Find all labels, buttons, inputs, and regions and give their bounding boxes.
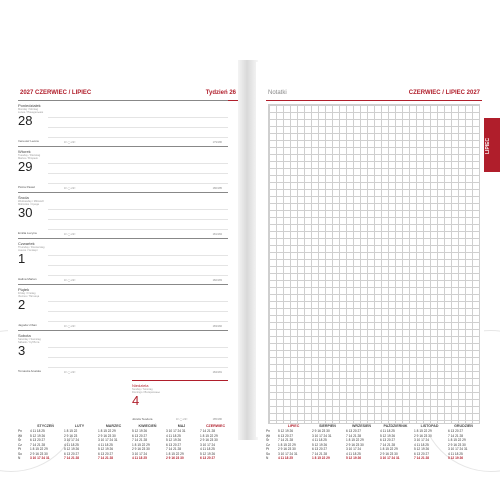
day-translation: Miércoles / Среда — [18, 203, 39, 206]
mini-month-row: 2 9 16 23 30 — [200, 438, 218, 442]
title-rule — [266, 100, 482, 101]
sunrise-sunset: 4ᵐ ◯ 21ᵐ — [64, 325, 76, 328]
mini-month-row: 7 14 21 28 — [380, 442, 396, 447]
day-name: Piątek — [18, 287, 30, 292]
sunrise-sunset: 4ᵐ ◯ 21ᵐ — [64, 141, 76, 144]
writing-line — [48, 321, 228, 322]
mini-month-row: 6 13 20 27 — [346, 429, 362, 433]
sunrise-sunset: 4ᵐ ◯ 21ᵐ — [176, 418, 188, 421]
mini-month — [346, 424, 377, 461]
mini-month-row: 2 9 16 23 30 — [278, 447, 296, 451]
day-of-year: 180/185 — [212, 187, 222, 190]
mini-month-row: 2 9 16 23 30 — [30, 451, 48, 456]
day-translation: Thursday / Donnerstag — [18, 246, 45, 249]
mini-month-row: 3 10 17 24 31 — [380, 456, 400, 460]
mini-month-row: 5 12 19 26 — [64, 447, 80, 451]
page-title: CZERWIEC / LIPIEC 2027 — [408, 90, 480, 96]
day-block[interactable] — [18, 238, 228, 285]
weekday-label: N — [266, 456, 269, 460]
nameday: Jagoda Urban — [18, 323, 37, 327]
mini-month-row: 5 12 19 26 — [30, 433, 46, 438]
mini-month-name: KWIECIEŃ — [138, 424, 157, 428]
writing-line — [48, 183, 228, 184]
nameday: Emilia Lucyna — [18, 231, 37, 235]
notes-grid[interactable] — [268, 104, 480, 424]
mini-month-row: 1 8 15 22 29 — [346, 438, 364, 442]
mini-month-row: 7 14 21 28 — [414, 456, 430, 460]
writing-line — [48, 301, 228, 302]
mini-month — [98, 424, 129, 461]
mini-month-row: 2 9 16 23 30 — [346, 442, 364, 447]
day-number: 29 — [18, 159, 33, 174]
day-translation: Saturday / Samstag — [18, 338, 41, 341]
day-block[interactable] — [18, 146, 228, 193]
nameday: Ireneusz Leona — [18, 139, 39, 143]
writing-line — [48, 209, 228, 210]
right-page — [256, 62, 484, 460]
mini-month — [380, 424, 411, 461]
mini-month-row: 5 12 19 26 — [200, 451, 216, 456]
nameday: Józefa Teodora — [132, 417, 153, 421]
day-number: 1 — [18, 251, 26, 266]
mini-month-row: 3 10 17 24 — [64, 438, 80, 442]
mini-month-name: LISTOPAD — [420, 424, 439, 428]
mini-month-row: 5 12 19 26 — [166, 438, 182, 442]
mini-month-row: 3 10 17 24 — [200, 442, 216, 447]
mini-month — [278, 424, 309, 461]
weekday-label: Śr — [18, 438, 22, 442]
mini-month — [448, 424, 479, 461]
day-translation: Tuesday / Dienstag — [18, 154, 41, 157]
day-translation: Martes / Вторник — [18, 157, 38, 160]
day-block-sunday[interactable] — [132, 380, 228, 425]
day-translation: Viernes / Пятница — [18, 295, 40, 298]
mini-month-row: 2 9 16 23 — [64, 433, 78, 438]
mini-month-row: 5 12 19 26 — [132, 429, 148, 433]
mini-month-row: 6 13 20 27 — [30, 438, 46, 442]
day-number: 28 — [18, 113, 33, 128]
day-of-year: 185/180 — [212, 418, 222, 421]
mini-month-row: 2 9 16 23 30 — [166, 456, 184, 460]
nameday: Tomasza Anatola — [18, 369, 41, 373]
weekday-label: Cz — [18, 442, 22, 447]
mini-month-row: 4 11 18 25 — [448, 451, 463, 456]
weekday-label: Pn — [266, 429, 270, 433]
weekday-labels — [18, 429, 22, 461]
mini-month-row: 3 10 17 24 — [346, 447, 362, 451]
mini-month-name: PAŹDZIERNIK — [383, 424, 408, 428]
mini-month-row: 5 12 19 26 — [312, 442, 328, 447]
writing-line — [48, 163, 228, 164]
day-of-year: 181/184 — [212, 233, 222, 236]
day-block[interactable] — [18, 100, 228, 147]
mini-month-row: 7 14 21 28 — [166, 447, 182, 451]
day-name: Niedziela — [132, 383, 149, 388]
day-number: 4 — [132, 393, 140, 408]
mini-month-row: 3 10 17 24 — [132, 451, 148, 456]
mini-month-row: 7 14 21 28 — [448, 433, 464, 438]
mini-month-name: GRUDZIEŃ — [454, 424, 473, 428]
mini-month — [166, 424, 197, 461]
mini-month-row: 6 13 20 27 — [64, 451, 80, 456]
writing-line — [48, 265, 228, 266]
writing-line — [48, 229, 228, 230]
mini-month — [132, 424, 163, 461]
mini-month-row: 1 8 15 22 29 — [132, 442, 150, 447]
mini-month-row: 3 10 17 24 31 — [98, 438, 118, 442]
mini-month-row: 4 11 18 25 — [414, 442, 429, 447]
mini-month-row: 2 9 16 23 30 — [414, 433, 432, 438]
writing-line — [48, 127, 228, 128]
mini-month-name: SIERPIEŃ — [319, 424, 336, 428]
day-block[interactable] — [18, 330, 228, 377]
writing-line — [48, 219, 228, 220]
weekday-label: So — [18, 451, 22, 456]
mini-month-row: 1 8 15 22 29 — [414, 429, 432, 433]
day-name: Wtorek — [18, 149, 31, 154]
nameday: Halina Marian — [18, 277, 37, 281]
day-translation: Sábado / Суббота — [18, 341, 40, 344]
mini-month-row: 6 13 20 27 — [278, 433, 294, 438]
day-translation: Friday / Freitag — [18, 292, 36, 295]
day-translation: Domingo / Воскресенье — [132, 391, 160, 394]
mini-month-name: MAJ — [177, 424, 186, 428]
day-of-year: 179/186 — [212, 141, 222, 144]
mini-month-row: 4 11 18 25 — [166, 433, 181, 438]
writing-line — [48, 117, 228, 118]
mini-month-row: 2 9 16 23 30 — [98, 433, 116, 438]
day-translation: Lunes / Понедельник — [18, 111, 44, 114]
mini-month-name: MARZEC — [105, 424, 122, 428]
mini-month-row: 6 13 20 27 — [414, 451, 430, 456]
mini-month-row: 7 14 21 28 — [64, 456, 80, 460]
mini-month-name: STYCZEŃ — [37, 424, 54, 428]
mini-month-row: 5 12 19 26 — [346, 456, 362, 460]
left-page — [8, 62, 240, 460]
day-name: Środa — [18, 195, 29, 200]
mini-month-row: 7 14 21 28 — [346, 433, 362, 438]
page-title: 2027 CZERWIEC / LIPIEC — [20, 90, 92, 96]
writing-line — [48, 367, 228, 368]
mini-month-row: 3 10 17 24 — [414, 438, 430, 442]
mini-month-row: 6 13 20 27 — [132, 433, 148, 438]
mini-month — [200, 424, 231, 461]
mini-month-row: 1 8 15 22 29 — [448, 438, 466, 442]
mini-month-row: 2 9 16 23 30 — [380, 451, 398, 456]
mini-month-row: 2 9 16 23 30 — [312, 429, 330, 433]
mini-month-row: 1 8 15 22 29 — [200, 433, 218, 438]
writing-line — [48, 173, 228, 174]
mini-month-row: 1 8 15 22 29 — [278, 442, 296, 447]
day-name: Poniedziałek — [18, 103, 41, 108]
mini-month-row: 5 12 19 26 — [448, 456, 464, 460]
writing-line — [48, 255, 228, 256]
mini-month-row: 1 8 15 22 29 — [312, 456, 330, 460]
weekday-label: Wt — [18, 433, 22, 438]
book-spine — [238, 60, 258, 440]
mini-month-name: CZERWIEC — [205, 424, 226, 428]
weekday-label: So — [266, 451, 270, 456]
writing-line — [48, 357, 228, 358]
mini-month-row: 3 10 17 24 31 — [278, 451, 298, 456]
mini-month-row: 6 13 20 27 — [312, 447, 328, 451]
day-block[interactable] — [18, 192, 228, 239]
weekday-label: Pn — [18, 429, 22, 433]
day-number: 2 — [18, 297, 26, 312]
mini-month-name: LUTY — [74, 424, 85, 428]
mini-month-row: 4 11 18 25 — [98, 442, 113, 447]
mini-month-name: WRZESIEŃ — [352, 424, 371, 428]
mini-month-row: 5 12 19 26 — [414, 447, 430, 451]
mini-month-row: 5 12 19 26 — [380, 433, 396, 438]
day-translation: Sunday / Sonntag — [132, 388, 153, 391]
day-number: 3 — [18, 343, 26, 358]
sunrise-sunset: 4ᵐ ◯ 21ᵐ — [64, 279, 76, 282]
mini-month-name: LIPIEC — [287, 424, 300, 428]
mini-month-row: 3 10 17 24 31 — [166, 429, 186, 433]
mini-month-row: 7 14 21 28 — [312, 451, 328, 456]
nameday: Piotra Paweł — [18, 185, 35, 189]
weekday-label: Pt — [266, 447, 270, 451]
mini-month-row: 4 11 18 25 — [30, 429, 45, 433]
sunrise-sunset: 4ᵐ ◯ 21ᵐ — [64, 233, 76, 236]
mini-month-row: 1 8 15 22 29 — [98, 429, 116, 433]
mini-month — [64, 424, 95, 461]
mini-month-row: 7 14 21 28 — [30, 442, 46, 447]
mini-month-row: 5 12 19 26 — [98, 447, 114, 451]
mini-month-row: 3 10 17 24 31 — [30, 456, 50, 460]
writing-line — [48, 137, 228, 138]
mini-month-row: 7 14 21 28 — [200, 429, 216, 433]
mini-month-row: 6 13 20 27 — [380, 438, 396, 442]
writing-line — [48, 275, 228, 276]
day-name: Sobota — [18, 333, 31, 338]
mini-month-row: 7 14 21 28 — [132, 438, 148, 442]
mini-month-row: 4 11 18 25 — [278, 456, 293, 460]
week-number: Tydzień 26 — [205, 90, 236, 96]
month-tab[interactable] — [484, 118, 500, 172]
mini-month-row: 4 11 18 25 — [346, 451, 361, 456]
mini-month-row: 6 13 20 27 — [98, 451, 114, 456]
day-translation: Jueves / Четверг — [18, 249, 38, 252]
weekday-labels — [266, 429, 270, 461]
mini-month-row: 1 8 15 22 29 — [380, 447, 398, 451]
mini-month-row: 4 11 18 25 — [200, 447, 215, 451]
notes-label: Notatki — [268, 90, 287, 96]
weekday-label: Pt — [18, 447, 22, 451]
writing-line — [48, 347, 228, 348]
day-number: 30 — [18, 205, 33, 220]
mini-month-row: 3 10 17 24 31 — [312, 433, 332, 438]
mini-month-row: 7 14 21 28 — [278, 438, 294, 442]
weekday-label: Śr — [266, 438, 270, 442]
mini-month-row: 1 8 15 22 — [64, 429, 78, 433]
writing-line — [48, 311, 228, 312]
mini-month-row: 4 11 18 25 — [312, 438, 327, 442]
mini-month-row: 4 11 18 25 — [64, 442, 79, 447]
weekday-label: Wt — [266, 433, 270, 438]
mini-month-row: 1 8 15 22 29 — [30, 447, 48, 451]
day-of-year: 183/182 — [212, 325, 222, 328]
sunrise-sunset: 4ᵐ ◯ 21ᵐ — [64, 371, 76, 374]
mini-month-row: 4 11 18 25 — [132, 456, 147, 460]
day-of-year: 182/183 — [212, 279, 222, 282]
sunrise-sunset: 4ᵐ ◯ 21ᵐ — [64, 187, 76, 190]
mini-month-row: 1 8 15 22 29 — [166, 451, 184, 456]
mini-month-row: 6 13 20 27 — [448, 429, 464, 433]
mini-month — [30, 424, 61, 461]
day-name: Czwartek — [18, 241, 35, 246]
mini-month-row: 2 9 16 23 30 — [448, 442, 466, 447]
mini-month-row: 6 13 20 27 — [166, 442, 182, 447]
mini-month-row: 4 11 18 25 — [380, 429, 395, 433]
day-block[interactable] — [18, 284, 228, 331]
mini-month — [312, 424, 343, 461]
day-translation: Wednesday / Mittwoch — [18, 200, 45, 203]
mini-month-row: 3 10 17 24 31 — [448, 447, 468, 451]
day-translation: Monday / Montag — [18, 108, 39, 111]
weekday-label: Cz — [266, 442, 270, 447]
day-of-year: 184/181 — [212, 371, 222, 374]
weekday-label: N — [18, 456, 21, 460]
mini-month-row: 2 9 16 23 30 — [132, 447, 150, 451]
mini-month — [414, 424, 445, 461]
mini-month-row: 7 14 21 28 — [98, 456, 114, 460]
mini-month-row: 5 12 19 26 — [278, 429, 294, 433]
month-tab-label: LIPIEC — [485, 137, 491, 154]
mini-month-row: 6 13 20 27 — [200, 456, 216, 460]
